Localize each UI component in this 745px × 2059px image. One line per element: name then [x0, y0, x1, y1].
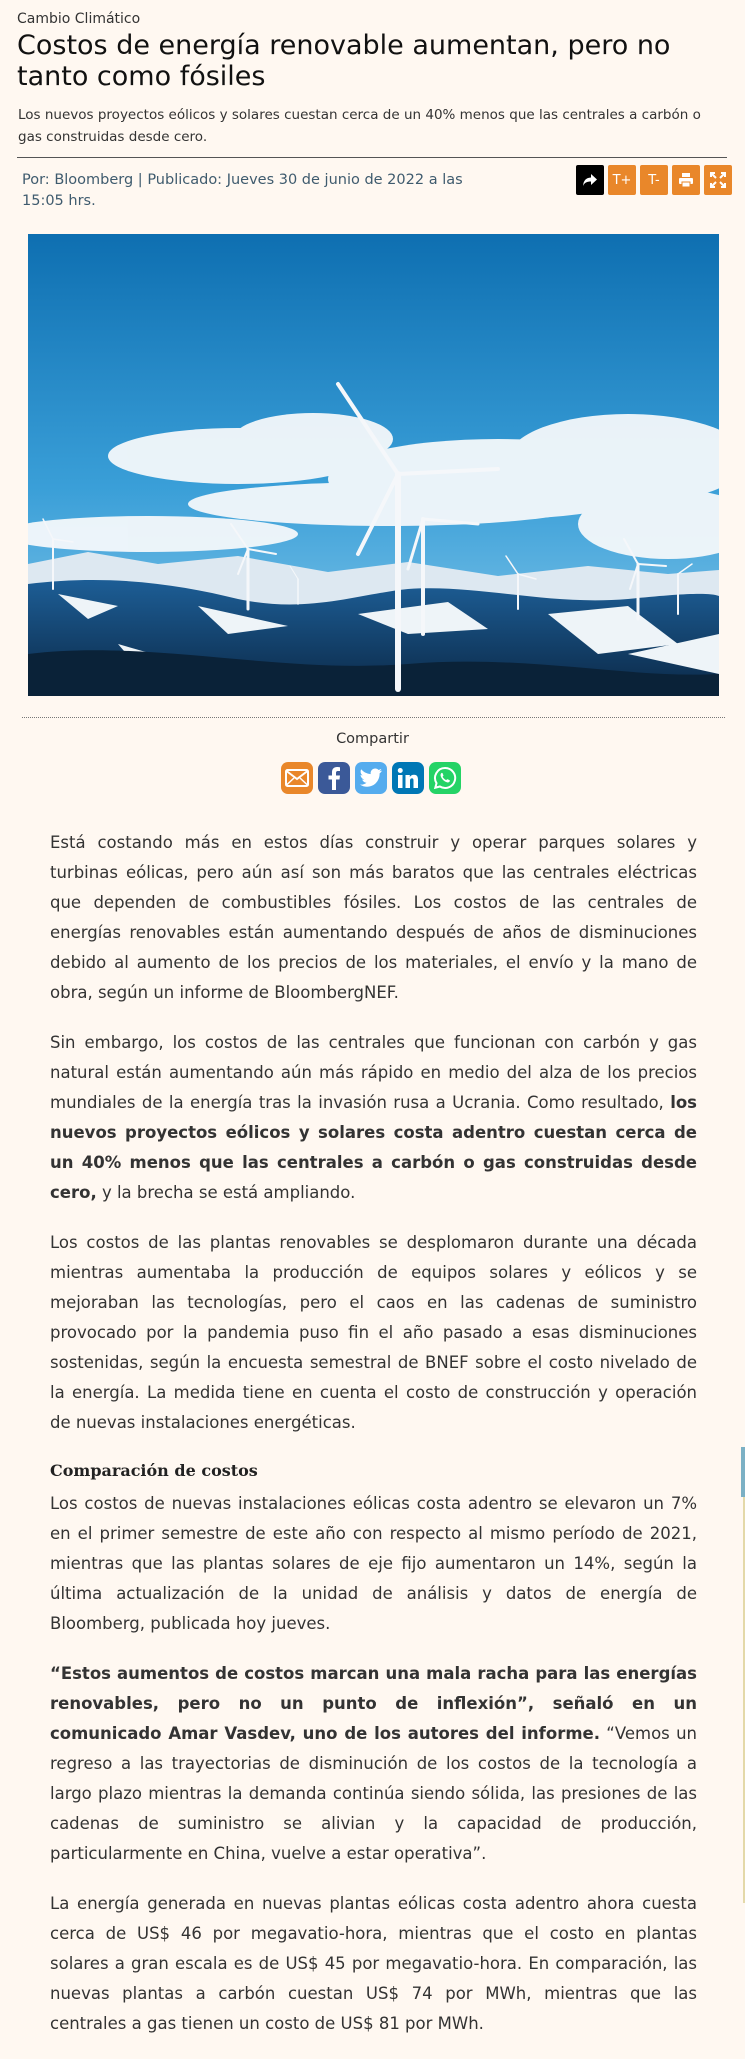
font-decrease-button[interactable]: T-: [640, 165, 668, 195]
font-increase-button[interactable]: T+: [608, 165, 636, 195]
article-body: [50, 828, 697, 2059]
hero-image: [28, 234, 719, 696]
author[interactable]: Bloomberg: [54, 172, 134, 188]
text-run: Sin embargo, los costos de las centrales que funcionan con carbón y gas natural están aumentando aún más rápido en medio del alza de los precios mundiales de la energía tras la invasión rusa a Ucrania. Como resultado,: [50, 1033, 697, 1112]
share-bar: [281, 762, 461, 794]
divider-dotted: [22, 717, 725, 718]
whatsapp-icon: [433, 766, 457, 790]
byline-separator: |: [133, 172, 148, 188]
paragraph: Está costando más en estos días construir y operar parques solares y turbinas eólicas, pero aún así son más baratos que las centrales eléctricas que dependen de combustibles fósiles. Los costos de las centrales de energías renovables están aumentando después de años de disminuciones debido al aumento de los precios de los materiales, el envío y la mano de obra, según un informe de BloombergNEF.: [50, 833, 697, 1002]
share-button[interactable]: [576, 165, 604, 195]
article-headline: Costos de energía renovable aumentan, pero no tanto como fósiles: [17, 30, 671, 92]
twitter-icon: [359, 768, 383, 788]
wind-turbines-photo: [28, 234, 719, 696]
share-linkedin-button[interactable]: [392, 762, 424, 794]
bold-text: los nuevos proyectos eólicos y solares costa adentro cuestan cerca de un 40% menos que las centrales a carbón o gas construidas desde cero,: [50, 1093, 697, 1202]
facebook-icon: [326, 766, 342, 790]
print-icon: [678, 172, 694, 188]
paragraph: [50, 1028, 697, 1208]
article-toolbar: [576, 165, 732, 195]
fullscreen-button[interactable]: [704, 165, 732, 195]
author-label: Por:: [22, 172, 55, 188]
share-email-button[interactable]: [281, 762, 313, 794]
published-label: Publicado:: [147, 172, 227, 188]
paragraph: Los costos de nuevas instalaciones eólicas costa adentro se elevaron un 7% en el primer semestre de este año con respecto al mismo período de 2021, mientras que las plantas solares de eje fijo aumentaron un 14%, según la última actualización de la unidad de análisis y datos de energía de Bloomberg, publicada hoy jueves.: [50, 1494, 697, 1633]
paragraph: Los costos de las plantas renovables se desplomaron durante una década mientras aumentaba la producción de equipos solares y eólicos y se mejoraban las tecnologías, pero el caos en las cadenas de suministro provocado por la pandemia puso fin el año pasado a esas disminuciones sostenidas, según la encuesta semestral de BNEF sobre el costo nivelado de la energía. La medida tiene en cuenta el costo de construcción y operación de nuevas instalaciones energéticas.: [50, 1233, 697, 1432]
section-label[interactable]: Cambio Climático: [17, 11, 141, 27]
print-button[interactable]: [672, 165, 700, 195]
bold-quote: “Estos aumentos de costos marcan una mala racha para las energías renovables, pero no un punto de inflexión”, señaló en un comunicado Amar Vasdev, uno de los autores del informe.: [50, 1664, 697, 1743]
text-run: y la brecha se está ampliando.: [96, 1183, 356, 1202]
scroll-indicator[interactable]: [741, 1447, 745, 1497]
divider: [17, 157, 727, 158]
email-icon: [285, 769, 309, 787]
share-title: Compartir: [336, 731, 409, 747]
article-lead: Los nuevos proyectos eólicos y solares cuestan cerca de un 40% menos que las centrales a carbón o gas construidas desde cero.: [18, 107, 701, 145]
share-facebook-button[interactable]: [318, 762, 350, 794]
share-icon: [582, 173, 598, 187]
share-twitter-button[interactable]: [355, 762, 387, 794]
subheading: Comparación de costos: [50, 1461, 258, 1480]
share-whatsapp-button[interactable]: [429, 762, 461, 794]
expand-icon: [710, 172, 726, 188]
paragraph: [50, 1659, 697, 1869]
paragraph: La energía generada en nuevas plantas eólicas costa adentro ahora cuesta cerca de US$ 46 por megavatio-hora, mientras que el costo en plantas solares a gran escala es de US$ 45 por megavatio-hora. En comparación, las nuevas plantas a carbón cuestan US$ 74 por MWh, mientras que las centrales a gas tienen un costo de US$ 81 por MWh.: [50, 1894, 697, 2033]
linkedin-icon: [397, 767, 419, 789]
byline: [22, 170, 472, 212]
text-run: “Vemos un regreso a las trayectorias de disminución de los costos de la tecnología a largo plazo mientras la demanda continúa siendo sólida, las presiones de las cadenas de suministro se alivian y la capacidad de producción, particularmente en China, vuelve a estar operativa”.: [50, 1724, 697, 1863]
publish-date: Jueves 30 de junio de 2022 a las 15:05 hrs.: [22, 172, 463, 209]
